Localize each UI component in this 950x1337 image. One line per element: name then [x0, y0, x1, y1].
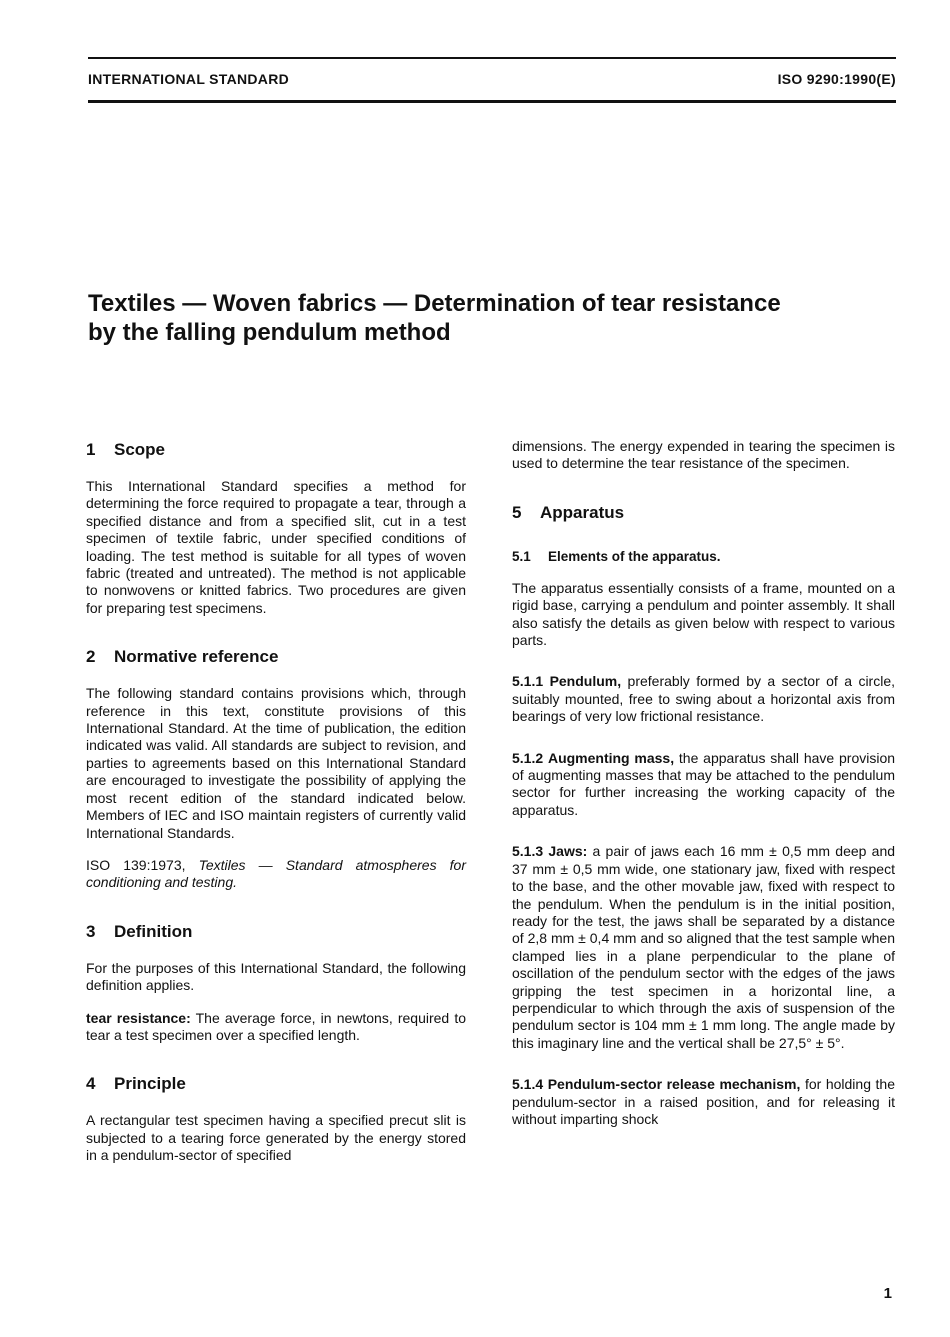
section-title: Apparatus	[540, 502, 625, 522]
normative-reference-citation	[86, 857, 466, 892]
header-standard-number: ISO 9290:1990(E)	[777, 71, 896, 87]
clause-term: Pendulum-sector release mechanism,	[547, 1076, 801, 1093]
normative-reference-paragraph: The following standard contains provisions which, through reference in this text, constitute provisions of this International Standard. At the time of publication, the edition indicated was valid. All standards are subject to revision, and parties to agreements based on this International Standard are encouraged to investigate the possibility of applying the most recent edition of the standard indicated below. Members of IEC and ISO maintain registers of currently valid International Standards.	[86, 685, 466, 841]
clause-number: 5.1.2	[512, 749, 544, 766]
clause-term: Jaws:	[548, 843, 588, 860]
clause-term: Augmenting mass,	[547, 749, 675, 766]
header-document-type: INTERNATIONAL STANDARD	[88, 71, 290, 87]
definition-entry	[86, 1010, 466, 1045]
clause-number: 5.1.3	[512, 843, 544, 860]
section-title: Scope	[114, 440, 166, 459]
section-title: Normative reference	[114, 647, 279, 667]
scope-paragraph: This International Standard specifies a method for determining the force required to propagate a tear, through a specified distance and from a specified slit, cut in a test specimen of textile fabric, under specified conditions of loading. The test method is suitable for all types of woven fabric (treated and untreated). The method is not applicable to nonwovens or knitted fabrics. Two procedures are given for preparing test specimens.	[86, 478, 466, 616]
clause-5-1-1	[512, 673, 895, 725]
title-line-1: Textiles — Woven fabrics — Determination of tear resistance	[88, 290, 781, 317]
citation-code: ISO 139:1973,	[86, 856, 186, 873]
principle-paragraph-continued: dimensions. The energy expended in tearing the specimen is used to determine the tear resistance of the specimen.	[512, 438, 895, 472]
section-title: Principle	[114, 1074, 186, 1094]
subsection-title: Elements of the apparatus.	[548, 548, 721, 564]
clause-5-1-4	[512, 1076, 895, 1128]
clause-number: 5.1.1	[512, 673, 544, 690]
section-title: Definition	[114, 921, 193, 941]
clause-text: a pair of jaws each 16 mm ± 0,5 mm deep and 37 mm ± 0,5 mm wide, one stationary jaw, fixed with respect to the base, and the other movable jaw, fixed with respect to the pendulum. When the pendulum is in the initial position, ready for the test, the jaws shall be separated by a distance of 2,8 mm ± 0,4 mm and so aligned that the test sample when clamped lies in a plane perpendicular to the plane of oscillation of the pendulum sector with the edges of the jaws gripping the test specimen in a horizontal line, a perpendicular to which through the axis of suspension of the pendulum sector is 104 mm ± 1 mm long. The angle made by this imaginary line and the vertical shall be 27,5° ± 5°.	[512, 843, 896, 1051]
section-2-heading	[86, 647, 466, 667]
clause-term: Pendulum,	[549, 673, 622, 690]
section-number: 2	[86, 647, 96, 667]
section-3-heading	[86, 922, 466, 942]
section-1-heading	[86, 440, 466, 460]
clause-5-1-3	[512, 843, 895, 1052]
left-column	[86, 438, 466, 1165]
subsection-5-1-heading	[512, 549, 895, 564]
section-4-heading	[86, 1074, 466, 1094]
section-number: 3	[86, 921, 96, 941]
header-bottom-rule	[88, 100, 896, 103]
definition-intro: For the purposes of this International Standard, the following definition applies.	[86, 959, 466, 994]
right-column	[512, 438, 895, 1128]
clause-5-1-2	[512, 750, 895, 820]
principle-paragraph: A rectangular test specimen having a specified precut slit is subjected to a tearing force generated by the energy stored in a pendulum-sector of specified	[86, 1112, 466, 1164]
document-title	[88, 289, 888, 347]
header-top-rule	[88, 57, 896, 59]
section-number: 4	[86, 1074, 96, 1094]
clause-number: 5.1.4	[512, 1076, 544, 1093]
citation-title: Textiles — Standard atmospheres for conditioning and testing.	[86, 856, 466, 891]
apparatus-paragraph: The apparatus essentially consists of a frame, mounted on a rigid base, carrying a pendulum and pointer assembly. It shall also satisfy the details as given below with respect to various parts.	[512, 579, 895, 649]
section-number: 5	[512, 502, 522, 522]
definition-term: tear resistance:	[86, 1009, 191, 1026]
clause-text: for holding the pendulum-sector in a raised position, and for releasing it without imparting shock	[512, 1076, 896, 1127]
clause-text: the apparatus shall have provision of augmenting masses that may be attached to the pendulum sector for further increasing the working capacity of the apparatus.	[512, 749, 896, 818]
definition-text: The average force, in newtons, required to tear a test specimen over a specified length.	[86, 1009, 466, 1043]
clause-text: preferably formed by a sector of a circle, suitably mounted, free to swing about a horizontal axis from bearings of very low frictional resistance.	[512, 673, 896, 725]
subsection-number: 5.1	[512, 548, 531, 564]
title-line-2: by the falling pendulum method	[88, 319, 451, 346]
section-5-heading	[512, 503, 895, 523]
section-number: 1	[86, 440, 96, 459]
page-number: 1	[883, 1285, 892, 1302]
